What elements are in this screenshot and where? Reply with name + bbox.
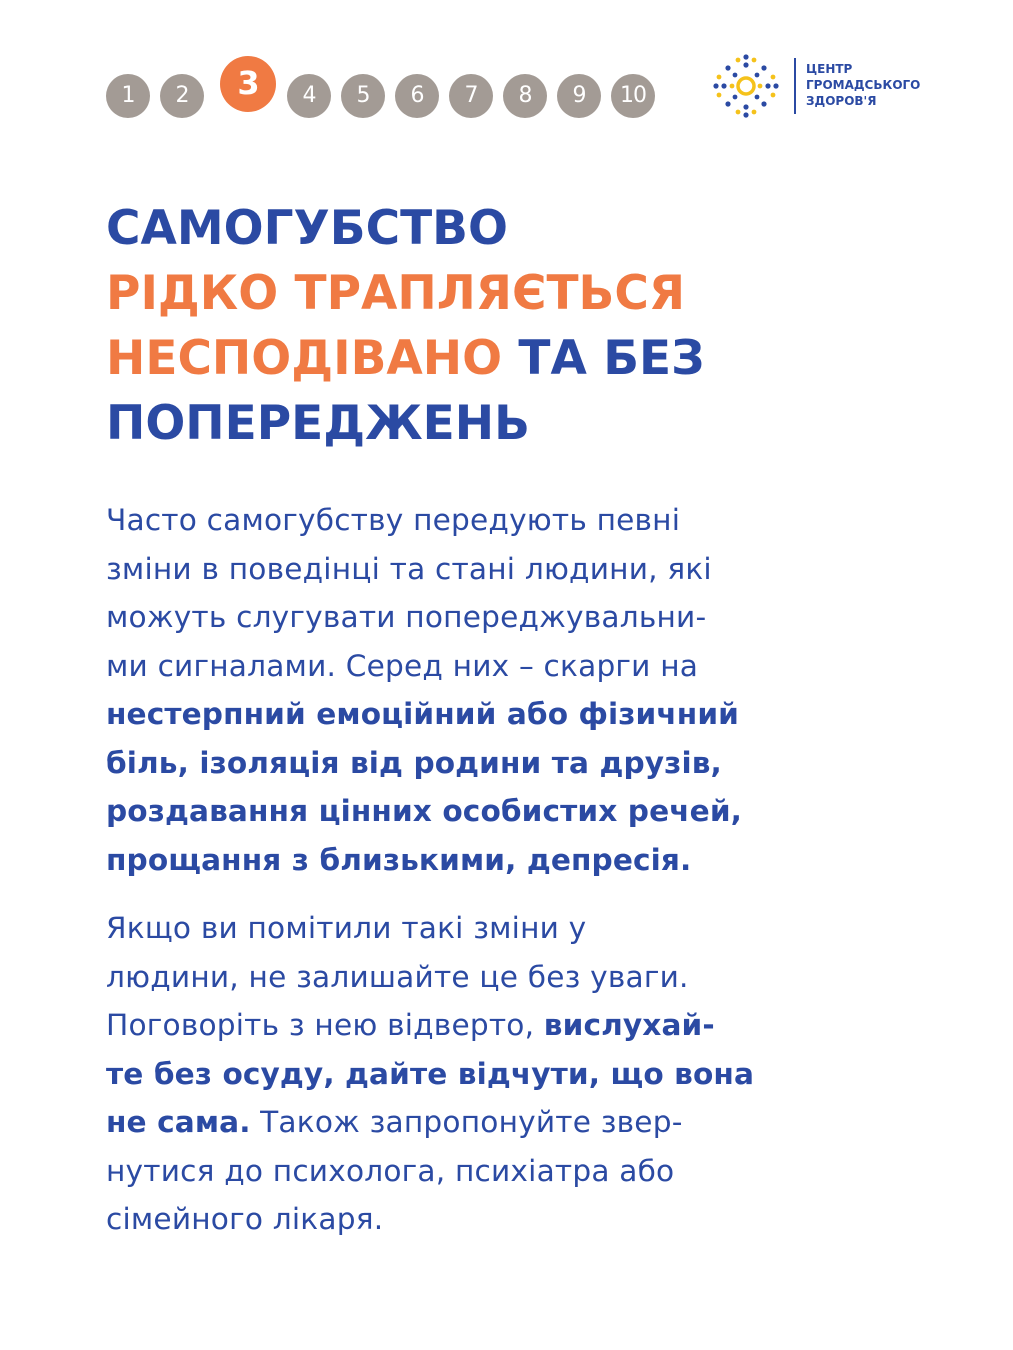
step-7: 7 bbox=[449, 74, 493, 118]
paragraph1-line-2: зміни в поведінці та стані людини, які bbox=[106, 551, 712, 586]
title-line-3 bbox=[106, 326, 966, 391]
step-indicator bbox=[106, 64, 666, 120]
paragraph1-bold-6: біль, ізоляція від родини та друзів, bbox=[106, 745, 722, 780]
paragraph1-line-3: можуть слугувати попереджувальни- bbox=[106, 600, 707, 634]
logo-line-3: ЗДОРОВ'Я bbox=[806, 94, 877, 108]
title-line-3-orange: НЕСПОДІВАНО bbox=[106, 331, 503, 386]
step-2: 2 bbox=[160, 74, 204, 118]
paragraph2-bold-4: те без осуду, дайте відчути, що вона bbox=[106, 1056, 755, 1091]
paragraph1-bold-8: прощання з близькими, депресія. bbox=[106, 842, 692, 877]
paragraph1-line-1: Часто самогубству передують певні bbox=[106, 503, 681, 537]
paragraph1-line-6 bbox=[106, 739, 926, 788]
step-8: 8 bbox=[503, 74, 547, 118]
logo-mark-icon bbox=[710, 48, 782, 120]
paragraph2-line-3 bbox=[106, 1001, 926, 1050]
paragraph1-bold-5: нестерпний емоційний або фізичний bbox=[106, 697, 740, 731]
public-health-center-logo bbox=[710, 48, 920, 124]
paragraph2-line-2: людини, не залишайте це без уваги. bbox=[106, 959, 689, 994]
title-line-2: РІДКО ТРАПЛЯЄТЬСЯ bbox=[106, 266, 686, 321]
paragraph-advice bbox=[106, 904, 926, 1244]
step-9: 9 bbox=[557, 74, 601, 118]
page-title bbox=[106, 196, 966, 456]
paragraph2-line-5 bbox=[106, 1098, 926, 1147]
paragraph1-bold-7: роздавання цінних особистих речей, bbox=[106, 794, 743, 828]
paragraph2-line-4 bbox=[106, 1050, 926, 1099]
paragraph2-bold-5: не сама. bbox=[106, 1105, 251, 1139]
step-1: 1 bbox=[106, 74, 150, 118]
title-line-4: ПОПЕРЕДЖЕНЬ bbox=[106, 396, 530, 451]
paragraph-warning-signs bbox=[106, 496, 926, 884]
paragraph1-line-8 bbox=[106, 836, 926, 885]
title-line-1: САМОГУБСТВО bbox=[106, 201, 508, 256]
paragraph1-line-7 bbox=[106, 787, 926, 836]
step-4: 4 bbox=[287, 74, 331, 118]
paragraph1-line-5 bbox=[106, 690, 926, 739]
logo-divider bbox=[794, 58, 796, 114]
title-line-3-blue: ТА БЕЗ bbox=[502, 331, 705, 386]
step-5: 5 bbox=[341, 74, 385, 118]
logo-text bbox=[806, 61, 920, 109]
paragraph2-line-1: Якщо ви помітили такі зміни у bbox=[106, 911, 587, 945]
paragraph2-regular-5: Також запропонуйте звер- bbox=[250, 1105, 683, 1139]
paragraph1-line-4: ми сигналами. Серед них – скарги на bbox=[106, 648, 699, 683]
step-6: 6 bbox=[395, 74, 439, 118]
paragraph2-line-6: нутися до психолога, психіатра або bbox=[106, 1153, 675, 1188]
paragraph2-bold-3: вислухай- bbox=[543, 1008, 715, 1042]
logo-line-2: ГРОМАДСЬКОГО bbox=[806, 78, 921, 92]
step-10: 10 bbox=[611, 74, 655, 118]
step-3-active: 3 bbox=[220, 56, 276, 112]
paragraph2-line-7: сімейного лікаря. bbox=[106, 1202, 384, 1236]
logo-line-1: ЦЕНТР bbox=[806, 62, 853, 76]
paragraph2-regular-3: Поговоріть з нею відверто, bbox=[106, 1008, 544, 1042]
